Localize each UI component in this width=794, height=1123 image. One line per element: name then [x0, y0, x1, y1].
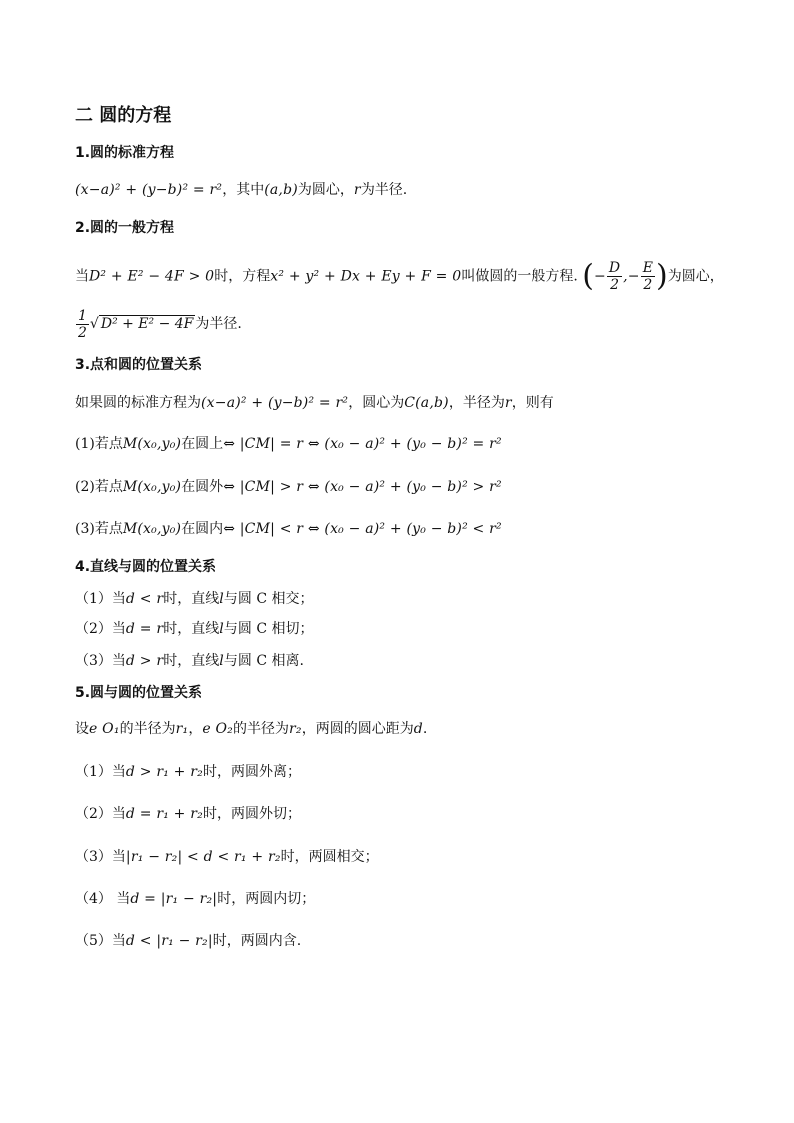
item-tail: 与圆 C 相交； [223, 591, 314, 607]
item-condition: d < |r₁ − r₂| [125, 933, 213, 949]
fraction-one-half [76, 308, 89, 341]
line-circle-item [75, 619, 314, 639]
sqrt-body: D² + E² − 4F [100, 316, 194, 332]
circle-o1: e O₁ [89, 721, 120, 737]
item-label: （2）当 [75, 621, 126, 637]
text: 为半径. [195, 316, 242, 332]
text: 当 [75, 268, 89, 285]
intro-formula: (x−a)² + (y−b)² = r² [201, 395, 349, 411]
point-m: M(x₀,y₀) [122, 436, 182, 452]
heading-circle-circle: 5.圆与圆的位置关系 [75, 685, 203, 701]
heading-point-circle: 3.点和圆的位置关系 [75, 357, 203, 373]
center-c: C(a,b) [404, 395, 449, 411]
text: ， [188, 721, 203, 737]
fraction-e-over-2 [641, 260, 655, 293]
radius-r2: r₂ [289, 721, 302, 737]
text: 设 [75, 721, 89, 737]
text: ，其中 [222, 182, 265, 198]
general-condition: D² + E² − 4F > 0 [89, 268, 215, 285]
circle-circle-item [75, 889, 315, 909]
item-prefix: (3)若点 [75, 521, 123, 537]
item-condition: d = |r₁ − r₂| [130, 891, 218, 907]
text: 时，直线 [163, 653, 220, 669]
heading-standard-equation: 1.圆的标准方程 [75, 145, 175, 161]
item-where: 在圆外 [181, 479, 224, 495]
standard-equation-formula: (x−a)² + (y−b)² = r² [75, 182, 223, 198]
item-label: （4） 当 [75, 891, 131, 907]
item-label: （1）当 [75, 591, 126, 607]
general-equation-formula: x² + y² + Dx + Ey + F = 0 [270, 268, 462, 285]
item-label: （3）当 [75, 653, 126, 669]
denominator: 2 [78, 324, 87, 341]
item-condition: d > r [125, 653, 164, 669]
numerator: 1 [78, 307, 87, 324]
text: 为圆心， [667, 268, 724, 285]
minus-sign: − [593, 268, 606, 285]
radius-symbol: r [504, 395, 512, 411]
circle-o2: e O₂ [202, 721, 233, 737]
heading-general-equation: 2.圆的一般方程 [75, 220, 175, 236]
paren-close: ) [655, 258, 668, 294]
comma-minus: ,− [623, 268, 640, 285]
item-condition: d < r [125, 591, 164, 607]
circle-circle-item [75, 762, 301, 782]
text: ，两圆的圆心距为 [301, 721, 414, 737]
line-circle-item [75, 651, 304, 671]
circle-circle-item [75, 804, 301, 824]
item-label: （5）当 [75, 933, 126, 949]
numerator: D [608, 260, 621, 276]
item-condition: d = r₁ + r₂ [125, 806, 203, 822]
item-relation: ⇔ |CM| > r ⇔ (x₀ − a)² + (y₀ − b)² > r² [223, 479, 502, 495]
item-tail: 时，两圆内含. [212, 933, 302, 949]
sqrt-sign: √ [89, 316, 99, 332]
denominator: 2 [610, 277, 619, 293]
general-equation-line [75, 260, 724, 293]
distance-d: d [413, 721, 423, 737]
item-label: （1）当 [75, 764, 126, 780]
point-m: M(x₀,y₀) [122, 479, 182, 495]
line-l: l [219, 591, 224, 607]
point-inside-item [75, 519, 502, 539]
point-on-circle-item [75, 434, 502, 454]
center-notation: (a,b) [264, 182, 298, 198]
text: . [422, 721, 428, 737]
text: ，圆心为 [348, 395, 405, 411]
text: 为半径. [360, 182, 408, 198]
point-circle-intro [75, 393, 554, 413]
text: 时，直线 [163, 621, 220, 637]
text: 的半径为 [119, 721, 176, 737]
item-prefix: (2)若点 [75, 479, 123, 495]
text: 为圆心， [297, 182, 354, 198]
heading-line-circle: 4.直线与圆的位置关系 [75, 559, 217, 575]
item-relation: ⇔ |CM| < r ⇔ (x₀ − a)² + (y₀ − b)² < r² [223, 521, 502, 537]
radius-symbol: r [353, 182, 361, 198]
circle-circle-item [75, 931, 301, 951]
item-label: （3）当 [75, 849, 126, 865]
radius-r1: r₁ [175, 721, 189, 737]
text: 叫做圆的一般方程. [461, 268, 578, 285]
line-circle-item [75, 589, 314, 609]
text: 时，直线 [163, 591, 220, 607]
line-l: l [219, 621, 224, 637]
text: 时，方程 [214, 268, 271, 285]
general-radius-line [75, 306, 242, 342]
item-tail: 与圆 C 相切； [223, 621, 314, 637]
text: ，则有 [511, 395, 554, 411]
line-l: l [219, 653, 224, 669]
item-where: 在圆内 [181, 521, 224, 537]
item-where: 在圆上 [181, 436, 224, 452]
item-prefix: (1)若点 [75, 436, 123, 452]
item-condition: |r₁ − r₂| < d < r₁ + r₂ [125, 849, 281, 865]
text: 的半径为 [233, 721, 289, 737]
numerator: E [642, 260, 653, 276]
denominator: 2 [643, 277, 653, 293]
section-title: 二 圆的方程 [75, 105, 172, 126]
item-relation: ⇔ |CM| = r ⇔ (x₀ − a)² + (y₀ − b)² = r² [223, 436, 502, 452]
circle-circle-intro [75, 719, 427, 739]
fraction-d-over-2 [607, 260, 622, 293]
point-m: M(x₀,y₀) [122, 521, 182, 537]
item-condition: d = r [125, 621, 164, 637]
item-tail: 时，两圆外切； [202, 806, 301, 822]
item-label: （2）当 [75, 806, 126, 822]
item-tail: 与圆 C 相离. [223, 653, 304, 669]
point-outside-item [75, 477, 502, 497]
paren-open: ( [582, 258, 594, 294]
item-condition: d > r₁ + r₂ [125, 764, 203, 780]
text: ，半径为 [448, 395, 505, 411]
circle-circle-item [75, 847, 379, 867]
item-tail: 时，两圆相交； [280, 849, 379, 865]
text: 如果圆的标准方程为 [75, 395, 201, 411]
standard-equation-line [75, 180, 407, 200]
item-tail: 时，两圆内切； [217, 891, 316, 907]
item-tail: 时，两圆外离； [202, 764, 301, 780]
